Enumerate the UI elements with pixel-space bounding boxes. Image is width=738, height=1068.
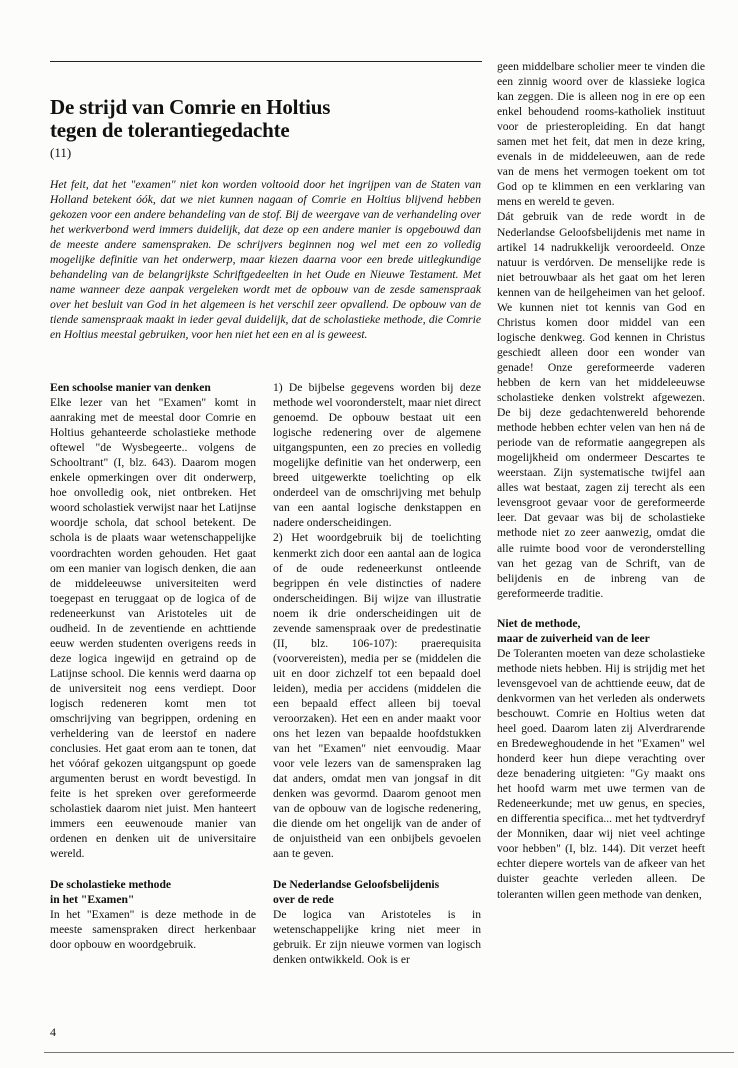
column-1 [50, 380, 256, 952]
intro-paragraph: Het feit, dat het "examen" niet kon worden voltooid door het ingrijpen van de Staten van Holland betekent óók, dat we niet kunnen nagaan of Comrie en Holtius blijvend hebben gekozen voor een andere behandeling van de stof. Bij de weergave van de verhandeling over het werkverbond werd immers duidelijk, dat deze op een andere manier is opgebouwd dan de meeste andere samenspraken. De schrijvers beginnen nog wel met een zo volledig mogelijke definitie van het onderwerp, maar kiezen daarna voor een brede uitlegkundige behandeling van de belangrijkste Schriftgedeelten in het Oude en Nieuwe Testament. Met name wanneer deze aanpak vergeleken wordt met de opbouw van de zesde samenspraak over het besluit van God in het algemeen is het verschil zeer opvallend. De opbouw van de tiende samenspraak maakt in ieder geval duidelijk, dat de scholastieke methode, die Comrie en Holtius meestal gebruiken, voor hen niet het een en al is geweest. [50, 178, 481, 342]
heading-line-2: in het "Examen" [50, 892, 135, 906]
section-heading-geloofsbelijdenis [273, 877, 481, 907]
column-2 [273, 380, 481, 967]
heading-line-1: De scholastieke methode [50, 877, 172, 891]
article-title-line-1: De strijd van Comrie en Holtius [50, 95, 331, 119]
heading-line-1: Niet de methode, [497, 616, 581, 630]
body-paragraph: In het "Examen" is deze methode in de meeste samenspraken direct herkenbaar door opbouw en woordgebruik. [50, 907, 256, 951]
section-heading-schoolse-manier: Een schoolse manier van denken [50, 381, 211, 394]
section-heading-niet-de-methode [497, 616, 705, 646]
heading-line-2: over de rede [273, 892, 334, 906]
section-heading-scholastieke-methode [50, 877, 256, 907]
article-title-line-2: tegen de tolerantiegedachte [50, 118, 290, 142]
heading-line-1: De Nederlandse Geloofsbelijdenis [273, 877, 440, 891]
body-paragraph: Elke lezer van het "Examen" komt in aanraking met de meestal door Comrie en Holtius gehanteerde scholastieke methode oftewel "de Wysbegeerte.. volgens de Schooltrant" (I, blz. 643). Daarom mogen enkele opmerkingen over dit onderwerp, hoe onvolledig ook, niet ontbreken. Het woord scholastiek verwijst naar het Latijnse woordje schola, dat school betekent. De schola is de plaats waar wetenschappelijke voordrachten worden gehouden. Het gaat om een manier van logisch denken, die aan de middeleeuwse universiteiten werd toegepast en teruggaat op de logica of de redeneerkunst van Aristoteles uit de oudheid. In de zeventiende en achttiende eeuw werden studenten overigens reeds in deze logica ingewijd en getraind op de Latijnse school. Die kennis werd daarna op de universiteit nog eens verdiept. Door logisch redeneren komt men tot omschrijving van begrippen, ordening en verheldering van de leerstof en nadere conclusies. Het gaat erom aan te tonen, dat het vóóraf gekozen uitgangspunt op goede argumenten berust en wordt bevestigd. In feite is het spreken over gereformeerde scholastiek daarom niet juist. Men hanteert immers een eeuwenoude manier van ordenen en denken uit de universitaire wereld. [50, 396, 256, 861]
bottom-rule [44, 1052, 734, 1053]
column-3 [497, 59, 705, 902]
body-paragraph: 2) Het woordgebruik bij de toelichting kenmerkt zich door een aantal aan de logica of de oude redeneerkunst ontleende begrippen én vele distincties of nadere onderscheidingen. Bij wijze van illustratie noem ik drie onderscheidingen uit de zevende samenspraak over de predestinatie (II, blz. 106-107): praerequisita (voorvereisten), media per se (middelen die uit en door zichzelf tot een bepaald doel leiden), media per accidens (middelen die een bepaald effect alleen bij toeval veroorzaken). Het een en ander maakt voor ons het lezen van bepaalde hoofdstukken van het "Examen" niet eenvoudig. Maar voor vele lezers van de samenspraken lag dat anders, omdat men van jongsaf in dit denken was gevormd. Daarom genoot men van de opbouw van de logische redenering, die diende om het ongelijk van de ander of de onjuistheid van een onbijbels gevoelen aan te geven. [273, 531, 481, 861]
body-paragraph: geen middelbare scholier meer te vinden die een zinnig woord over de klassieke logica kan zeggen. Die is alleen nog in ere op een enkel behoudend rooms-katholiek instituut voor de priesteropleiding. En dat hangt samen met het feit, dat men in deze kring, evenals in de middeleeuwen, aan de rede van de mens het vermogen toekent om tot God op te klimmen en een verklaring van mens en wereld te geven. [497, 60, 705, 209]
body-paragraph: Dát gebruik van de rede wordt in de Nederlandse Geloofsbelijdenis met name in artikel 14 nadrukkelijk veroordeeld. Onze natuur is verdórven. De menselijke rede is niet betrouwbaar als het gaat om het leren kennen van de heilgeheimen van het geloof. We kunnen niet tot kennis van God en Christus komen door middel van een logische denkweg. God kennen in Christus geschiedt alleen door een wonder van genade! Onze gereformeerde vaderen hebben de kern van het middeleeuwse scholastieke denken volstrekt afgewezen. De bij deze gedachtenwereld behorende methode hebben echter velen van hen ná de periode van de reformatie aangegrepen als mogelijkheid om ondermeer Descartes te weerstaan. Zijn systematische twijfel aan alles wat bestaat, zagen zij terecht als een levensgroot gevaar voor de gereformeerde leer. Dat gevaar was bij de scholastieke methode niet zo zeer aanwezig, omdat die alle ruimte bood voor de veronderstelling van het gezag van de Schrift, van de belijdenis en de inbreng van de gereformeerde traditie. [497, 210, 705, 600]
heading-line-2: maar de zuiverheid van de leer [497, 631, 650, 645]
body-paragraph: De logica van Aristoteles is in wetenschappelijke kring niet meer in gebruik. Er zijn nieuwe vormen van logisch denken ontwikkeld. Ook is er [273, 907, 481, 966]
article-title [50, 96, 480, 142]
top-rule [50, 61, 482, 62]
series-number: (11) [50, 145, 72, 160]
body-paragraph: De Toleranten moeten van deze scholastieke methode niets hebben. Hij is strijdig met het levensgevoel van de achttiende eeuw, dat de denkvormen van het verleden als onderwets beschouwt. Comrie en Holtius weten dat heel goed. Daarom laten zij Alverdrагende en Bredeweghoudende in het "Examen" wel honderd keer hun diepe verachting over deze benadering uitgieten: "Gy maakt ons het hoofd warm met uwe termen van de Redeneerkunde; met uw genus, en species, en differentia specifica... met het tydtverdryf der Monniken, daar wij niet veel achtinge voor hebben" (I, blz. 144). Dit verzet heeft echter diepere wortels van de afkeer van het duister geachte verleden alleen. De toleranten willen geen methode van denken, [497, 646, 705, 901]
body-paragraph: 1) De bijbelse gegevens worden bij deze methode wel vooronderstelt, maar niet direct genoemd. De opbouw bestaat uit een logische redenering over de algemene uitgangspunten, een zo precies en volledig mogelijke definitie van het onderwerp, een breed uitgewerkte toelichting op elk onderdeel van de omschrijving met behulp van een aantal logische denkstappen en nadere onderscheidingen. [273, 381, 481, 530]
page-number: 4 [50, 1025, 56, 1039]
